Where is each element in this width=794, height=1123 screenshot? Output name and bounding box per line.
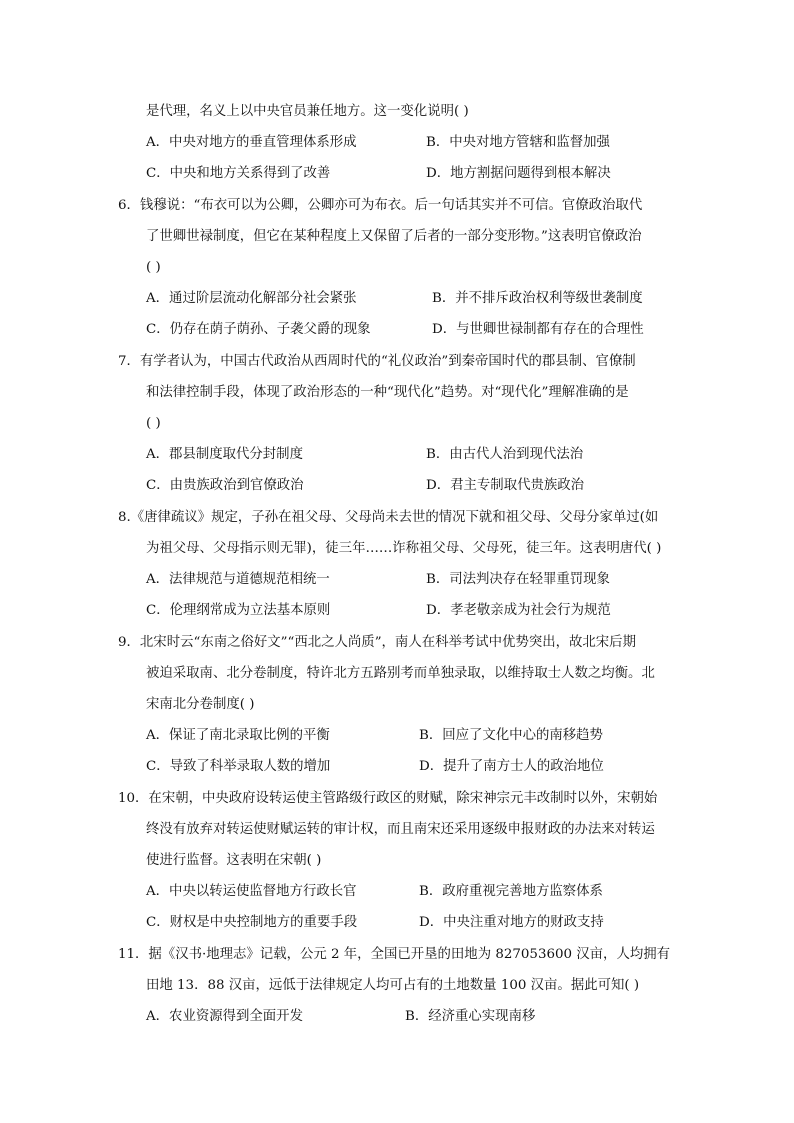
q9-option-d: D．提升了南方士人的政治地位 [419,759,604,774]
q9-option-a: A．保证了南北录取比例的平衡 [146,728,330,743]
q8-option-d: D．孝老敬亲成为社会行为规范 [426,603,611,618]
q5-stem-line-1: 是代理，名义上以中央官员兼任地方。这一变化说明( ) [146,104,469,119]
q10-option-c: C．财权是中央控制地方的重要手段 [146,915,358,930]
q5-option-a: A．中央对地方的垂直管理体系形成 [146,135,357,150]
q9-stem-line-2: 被迫采取南、北分卷制度，特许北方五路别考而单独录取，以维持取士人数之均衡。北 [146,666,655,681]
q10-option-a: A．中央以转运使监督地方行政长官 [146,884,357,899]
q6-option-b: B．并不排斥政治权利等级世袭制度 [432,291,643,306]
q8-stem-line-2: 为祖父母、父母指示则无罪)，徒三年……诈称祖父母、父母死，徒三年。这表明唐代( ) [146,541,662,556]
q11-option-a: A．农业资源得到全面开发 [146,1009,303,1024]
q7-option-d: D．君主专制取代贵族政治 [426,478,585,493]
q8-option-b: B．司法判决存在轻罪重罚现象 [426,572,610,587]
q7-stem-line-1: 7．有学者认为，中国古代政治从西周时代的“礼仪政治”到秦帝国时代的郡县制、官僚制 [118,354,636,369]
q8-stem-line-1: 8.《唐律疏议》规定，子孙在祖父母、父母尚未去世的情况下就和祖父母、父母分家单过(如 [118,510,659,525]
q10-stem-line-2: 终没有放弃对转运使财赋运转的审计权，而且南宋还采用逐级申报财政的办法来对转运 [146,822,655,837]
q9-option-c: C．导致了科举录取人数的增加 [146,759,331,774]
q10-stem-line-1: 10．在宋朝，中央政府设转运使主管路级行政区的财赋，除宋神宗元丰改制时以外，宋朝始 [118,791,658,806]
q6-option-a: A．通过阶层流动化解部分社会紧张 [146,291,357,306]
q10-option-d: D．中央注重对地方的财政支持 [419,915,604,930]
q7-option-b: B．由古代人治到现代法治 [426,447,584,462]
q6-stem-line-1: 6．钱穆说：“布衣可以为公卿，公卿亦可为布衣。后一句话其实并不可信。官僚政治取代 [118,198,643,213]
q11-option-b: B．经济重心实现南移 [405,1009,536,1024]
q7-stem-line-2: 和法律控制手段，体现了政治形态的一种“现代化”趋势。对“现代化”理解准确的是 [146,385,629,400]
q7-stem-line-3: ( ) [146,416,161,431]
q7-option-c: C．由贵族政治到官僚政治 [146,478,304,493]
q10-option-b: B．政府重视完善地方监察体系 [419,884,603,899]
q9-stem-line-1: 9．北宋时云“东南之俗好文”“西北之人尚质”，南人在科举考试中优势突出，故北宋后期 [118,635,636,650]
q10-stem-line-3: 使进行监督。这表明在宋朝( ) [146,853,322,868]
q6-stem-line-2: 了世卿世禄制度，但它在某种程度上又保留了后者的一部分变形物。”这表明官僚政治 [146,229,642,244]
q6-stem-line-3: ( ) [146,260,161,275]
q11-stem-line-1: 11．据《汉书·地理志》记载，公元 2 年，全国已开垦的田地为 827053600 汉亩，人均拥有 [118,947,671,962]
q9-option-b: B．回应了文化中心的南移趋势 [419,728,603,743]
q6-option-c: C．仍存在荫子荫孙、子袭父爵的现象 [146,322,371,337]
q8-option-c: C．伦理纲常成为立法基本原则 [146,603,331,618]
q5-option-c: C．中央和地方关系得到了改善 [146,166,331,181]
q9-stem-line-3: 宋南北分卷制度( ) [146,697,255,712]
q11-stem-line-2: 田地 13．88 汉亩，远低于法律规定人均可占有的土地数量 100 汉亩。据此可知( ) [146,978,640,993]
q5-option-b: B．中央对地方管辖和监督加强 [426,135,610,150]
q5-option-d: D．地方割据问题得到根本解决 [426,166,611,181]
q8-option-a: A．法律规范与道德规范相统一 [146,572,330,587]
q6-option-d: D．与世卿世禄制都有存在的合理性 [432,322,644,337]
q7-option-a: A．郡县制度取代分封制度 [146,447,303,462]
